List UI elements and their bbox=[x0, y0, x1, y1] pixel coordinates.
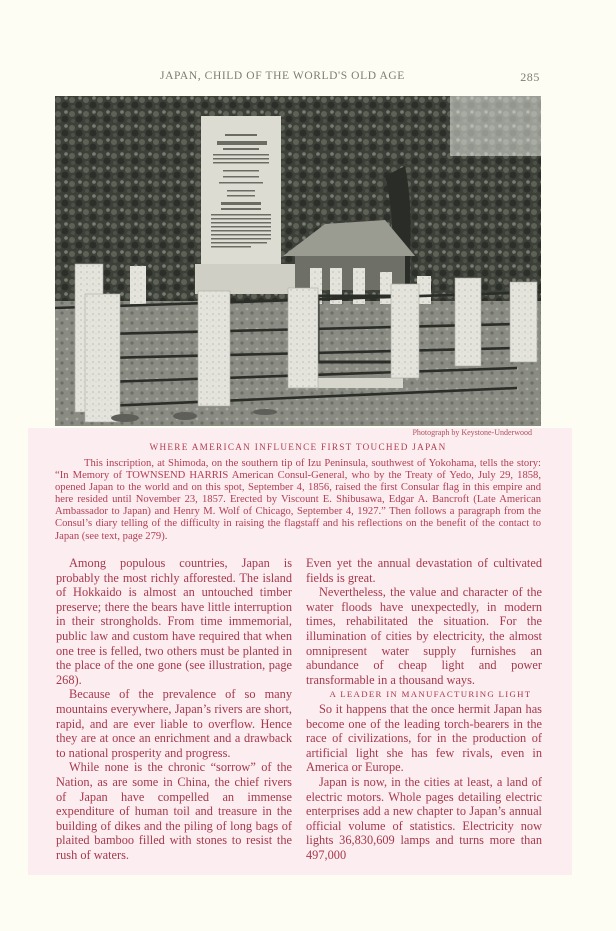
paragraph: While none is the chronic “sorrow” of the Nation, as are some in China, the chief rivers of Japan have compelled an immense expenditure of human toil and treasure in the building of dikes and the piling of long bags of plaited bamboo filled with stones to resist the rush of waters. bbox=[56, 760, 292, 862]
section-subheading: A LEADER IN MANUFACTURING LIGHT bbox=[329, 689, 532, 700]
paragraph: Because of the prevalence of so many mountains everywhere, Japan’s rivers are short, rapid, and are ever liable to overflow. Hence they are at once an enrichment and a drawback to national prosperity and progress. bbox=[56, 687, 292, 760]
caption-body: This inscription, at Shimoda, on the southern tip of Izu Peninsula, southwest of Yokohama, tells the story: “In Memory of TOWNSEND HARRIS American Consul-General, who by the Treaty of Yedo, July 29, 1858, opened Japan to the world and on this spot, September 4, 1856, raised the first Consular flag in this empire and here resided until November 23, 1857. Erected by Viscount E. Shibusawa, Edgar A. Bancroft (Late American Ambassador to Japan) and Henry M. Wolf of Chicago, September 4, 1927.” Then follows a paragraph from the Consul’s diary telling of the difficulty in raising the flagstaff and his reflections on the benefit of the contact to Japan (see text, page 279). bbox=[55, 458, 541, 542]
paragraph: So it happens that the once hermit Japan has become one of the leading torch-bearers in the race of civilizations, for in the production of artificial light she has few rivals, even in America or Europe. bbox=[306, 701, 542, 775]
paragraph: Japan is now, in the cities at least, a land of electric motors. Whole pages detailing electric enterprises add a new chapter to Japan’s annual official volume of statistics. Electricity now lights 36,830,609 lamps and turns more than 497,000 bbox=[306, 774, 542, 862]
paragraph: Even yet the annual devastation of cultivated fields is great. bbox=[306, 556, 542, 585]
photo-monument-icon bbox=[55, 96, 541, 426]
paragraph: Nevertheless, the value and character of the water floods have unexpectedly, in modern times, rehabilitated the situation. For the illumination of cities by electricity, the almost omnipresent water supply furnishes an abundance of cheap light and power transformable in a thousand ways. bbox=[306, 585, 542, 687]
caption-title: WHERE AMERICAN INFLUENCE FIRST TOUCHED JAPAN bbox=[149, 442, 447, 452]
running-head-title: JAPAN, CHILD OF THE WORLD'S OLD AGE bbox=[160, 70, 405, 82]
paragraph: Among populous countries, Japan is probably the most richly afforested. The island of Hokkaido is almost an untouched timber preserve; there the bears have little interruption in their strongholds. From time immemorial, public law and custom have required that when one tree is felled, two others must be planted in the place of the one gone (see illustration, page 268). bbox=[56, 556, 292, 687]
photograph-harris-monument bbox=[55, 96, 541, 426]
body-column-left bbox=[56, 556, 292, 862]
photo-credit: Photograph by Keystone-Underwood bbox=[412, 428, 532, 437]
body-column-right bbox=[306, 556, 542, 862]
page-number: 285 bbox=[520, 70, 540, 84]
